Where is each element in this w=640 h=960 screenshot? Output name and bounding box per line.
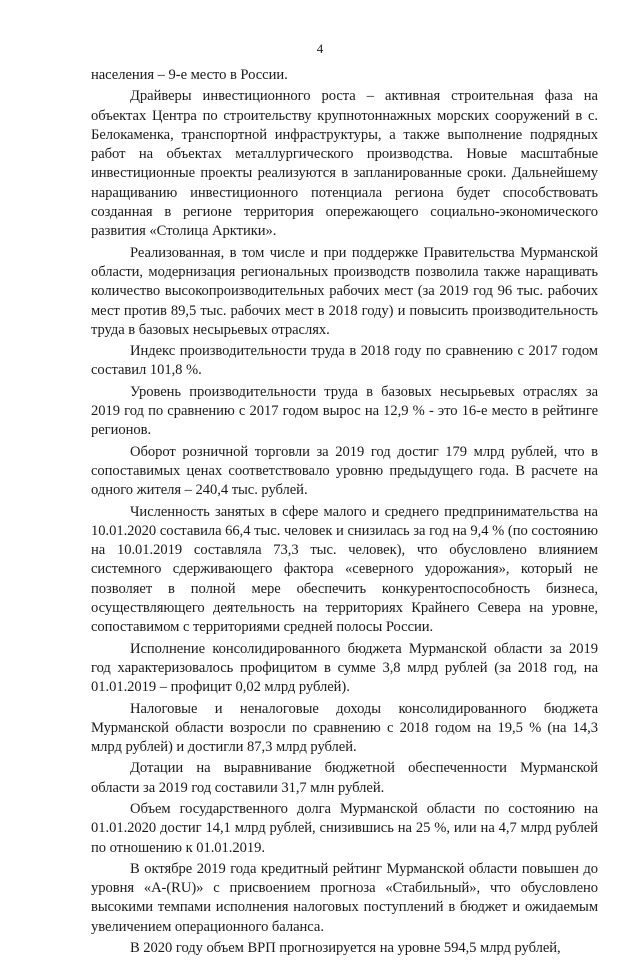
paragraph-small-business: Численность занятых в сфере малого и среднего предпринимательства на 10.01.2020 составила 66,4 тыс. человек и снизилась за год на 9,4 % (по состоянию на 10.01.2019 составляла 73,3 тыс. человек), что обусловлено влиянием системного сдерживающего фактора «северного удорожания», который не позволяет в полной мере обеспечить конкурентоспособность бизнеса, осуществляющего деятельность на территориях Крайнего Севера на уровне, сопоставимом с территориями средней полосы России.: [91, 503, 598, 636]
paragraph-retail-turnover: Оборот розничной торговли за 2019 год достиг 179 млрд рублей, что в сопоставимых ценах соответствовало уровню предыдущего года. В расчете на одного жителя – 240,4 тыс. рублей.: [91, 443, 598, 499]
paragraph-productivity-index: Индекс производительности труда в 2018 году по сравнению с 2017 годом составил 101,8 %.: [91, 343, 598, 379]
paragraph-budget-execution: Исполнение консолидированного бюджета Мурманской области за 2019 год характеризовалось профицитом в сумме 3,8 млрд рублей (за 2018 год, на 01.01.2019 – профицит 0,02 млрд рублей).: [91, 640, 598, 696]
paragraph-investment-drivers: Драйверы инвестиционного роста – активная строительная фаза на объектах Центра по строительству крупнотоннажных морских сооружений в с. Белокаменка, транспортной инфраструктуры, а также выполнение подрядных работ на объектах металлургического производства. Новые масштабные инвестиционные проекты реализуются в запланированные сроки. Дальнейшему наращиванию инвестиционного потенциала региона будет способствовать созданная в регионе территория опережающего социально-экономического развития «Столица Арктики».: [91, 88, 598, 240]
page-number: 4: [316, 41, 324, 56]
paragraph-public-debt: Объем государственного долга Мурманской области по состоянию на 01.01.2020 достиг 14,1 млрд рублей, снизившись на 25 %, или на 4,7 млрд рублей по отношению к 01.01.2019.: [91, 800, 598, 856]
paragraph-tax-revenues: Налоговые и неналоговые доходы консолидированного бюджета Мурманской области возросли по сравнению с 2018 годом на 19,5 % (на 14,3 млрд рублей) и достигли 87,3 млрд рублей.: [91, 700, 598, 756]
paragraph-productivity-level: Уровень производительности труда в базовых несырьевых отраслях за 2019 год по сравнению с 2017 годом вырос на 12,9 % - это 16-е место в рейтинге регионов.: [91, 383, 598, 439]
paragraph-credit-rating: В октябре 2019 года кредитный рейтинг Мурманской области повышен до уровня «A-(RU)» с присвоением прогноза «Стабильный», что обусловлено высокими темпами исполнения налоговых поступлений в бюджет и ожидаемым увеличением операционного баланса.: [91, 860, 598, 935]
paragraph-subsidies: Дотации на выравнивание бюджетной обеспеченности Мурманской области за 2019 год составили 31,7 млн рублей.: [91, 760, 598, 796]
paragraph-grp-forecast: В 2020 году объем ВРП прогнозируется на уровне 594,5 млрд рублей,: [130, 940, 561, 957]
body-text: [91, 66, 598, 960]
paragraph-modernization: Реализованная, в том числе и при поддержке Правительства Мурманской области, модернизация региональных производств позволила также наращивать количество высокопроизводительных рабочих мест (за 2019 год 96 тыс. рабочих мест против 89,5 тыс. рабочих мест в 2018 году) и повысить производительность труда в базовых несырьевых отраслях.: [91, 244, 598, 338]
paragraph-continuation: населения – 9-е место в России.: [91, 67, 288, 83]
